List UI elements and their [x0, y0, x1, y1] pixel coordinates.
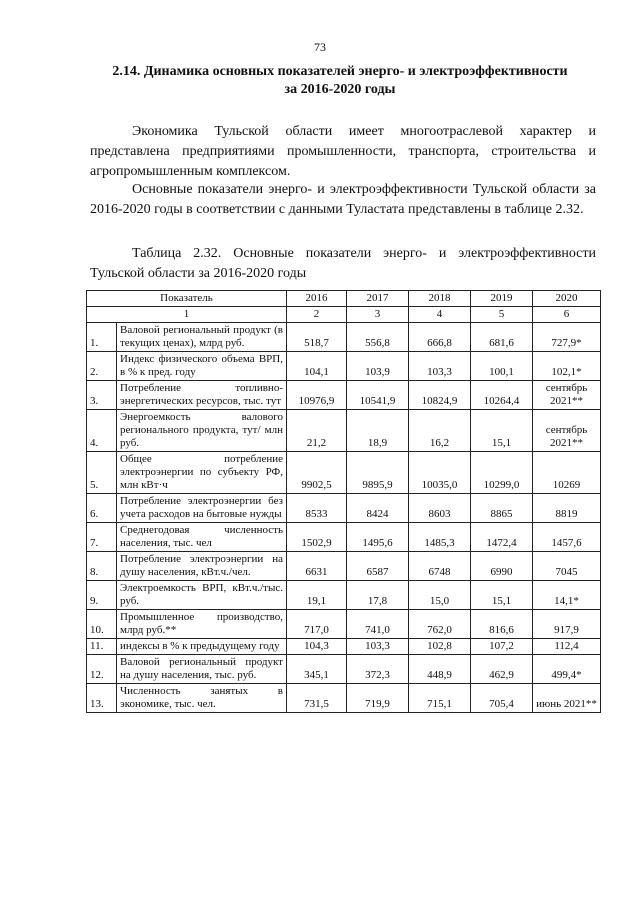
indicator-value: 462,9 — [471, 655, 533, 684]
column-number: 5 — [471, 307, 533, 323]
indicator-value: 18,9 — [347, 410, 409, 452]
indicator-value: сентябрь 2021** — [533, 381, 601, 410]
header-2016: 2016 — [287, 291, 347, 307]
indicator-value: 10541,9 — [347, 381, 409, 410]
indicator-value: 1457,6 — [533, 523, 601, 552]
column-number: 3 — [347, 307, 409, 323]
indicator-value: 8424 — [347, 494, 409, 523]
table-row — [87, 581, 601, 610]
indicator-value: июнь 2021** — [533, 684, 601, 713]
indicator-value: 499,4* — [533, 655, 601, 684]
row-number: 6. — [87, 494, 117, 523]
indicator-value: 10299,0 — [471, 452, 533, 494]
table-row — [87, 552, 601, 581]
section-heading — [80, 63, 600, 99]
page-number: 73 — [314, 40, 326, 54]
indicator-value: 103,3 — [347, 639, 409, 655]
table-row — [87, 381, 601, 410]
indicator-value: 9895,9 — [347, 452, 409, 494]
indicator-value: 816,6 — [471, 610, 533, 639]
indicator-value: 8865 — [471, 494, 533, 523]
table-row — [87, 410, 601, 452]
indicator-value: 104,3 — [287, 639, 347, 655]
section-heading-line-1: 2.14. Динамика основных показателей энерго- и электроэффективности — [112, 64, 568, 79]
indicator-value: 6990 — [471, 552, 533, 581]
indicator-value: 8603 — [409, 494, 471, 523]
indicator-value: 715,1 — [409, 684, 471, 713]
table-row — [87, 655, 601, 684]
indicator-value: 1472,4 — [471, 523, 533, 552]
row-number: 4. — [87, 410, 117, 452]
indicator-value: 15,1 — [471, 581, 533, 610]
table-row — [87, 523, 601, 552]
indicator-value: 762,0 — [409, 610, 471, 639]
indicator-value: 104,1 — [287, 352, 347, 381]
indicator-value: 103,9 — [347, 352, 409, 381]
indicator-name: Электроемкость ВРП, кВт.ч./тыс. руб. — [117, 581, 287, 610]
indicator-value: 741,0 — [347, 610, 409, 639]
row-number: 13. — [87, 684, 117, 713]
indicator-name: Валовой региональный продукт (в текущих ценах), млрд руб. — [117, 323, 287, 352]
indicator-name: индексы в % к предыдущему году — [117, 639, 287, 655]
indicator-value: 681,6 — [471, 323, 533, 352]
header-2017: 2017 — [347, 291, 409, 307]
indicator-value: 1485,3 — [409, 523, 471, 552]
indicator-name: Валовой региональный продукт на душу населения, тыс. руб. — [117, 655, 287, 684]
section-heading-line-2: за 2016-2020 годы — [284, 82, 396, 97]
header-indicator: Показатель — [87, 291, 287, 307]
indicator-value: 10269 — [533, 452, 601, 494]
indicator-value: 102,1* — [533, 352, 601, 381]
indicator-value: 8533 — [287, 494, 347, 523]
indicator-value: 705,4 — [471, 684, 533, 713]
indicator-value: 102,8 — [409, 639, 471, 655]
indicator-value: 6631 — [287, 552, 347, 581]
column-number: 1 — [87, 307, 287, 323]
indicator-value: 16,2 — [409, 410, 471, 452]
table-row — [87, 684, 601, 713]
indicator-name: Численность занятых в экономике, тыс. чел. — [117, 684, 287, 713]
row-number: 1. — [87, 323, 117, 352]
indicator-value: 1495,6 — [347, 523, 409, 552]
indicator-value: 112,4 — [533, 639, 601, 655]
indicator-value: 719,9 — [347, 684, 409, 713]
indicator-name: Потребление топливно-энергетических ресурсов, тыс. тут — [117, 381, 287, 410]
table-row — [87, 352, 601, 381]
indicator-name: Энергоемкость валового регионального продукта, тут/ млн руб. — [117, 410, 287, 452]
indicators-paragraph: Основные показатели энерго- и электроэффективности Тульской области за 2016-2020 годы в соответствии с данными Туластата представлены в таблице 2.32. — [90, 182, 596, 217]
table-row — [87, 494, 601, 523]
indicator-value: 17,8 — [347, 581, 409, 610]
indicator-value: 6748 — [409, 552, 471, 581]
indicator-value: 448,9 — [409, 655, 471, 684]
indicator-name: Среднегодовая численность населения, тыс. чел — [117, 523, 287, 552]
indicator-value: 6587 — [347, 552, 409, 581]
indicator-value: 666,8 — [409, 323, 471, 352]
column-number: 6 — [533, 307, 601, 323]
indicator-name: Промышленное производство, млрд руб.** — [117, 610, 287, 639]
indicator-value: 518,7 — [287, 323, 347, 352]
indicator-value: 103,3 — [409, 352, 471, 381]
table-body — [87, 323, 601, 713]
row-number: 2. — [87, 352, 117, 381]
indicator-value: 917,9 — [533, 610, 601, 639]
indicator-value: 100,1 — [471, 352, 533, 381]
indicator-value: 21,2 — [287, 410, 347, 452]
indicator-value: 372,3 — [347, 655, 409, 684]
row-number: 11. — [87, 639, 117, 655]
header-2020: 2020 — [533, 291, 601, 307]
indicator-value: 7045 — [533, 552, 601, 581]
indicator-value: 14,1* — [533, 581, 601, 610]
indicator-value: 9902,5 — [287, 452, 347, 494]
table-row — [87, 639, 601, 655]
table-row — [87, 323, 601, 352]
table-row — [87, 610, 601, 639]
row-number: 5. — [87, 452, 117, 494]
indicator-value: 731,5 — [287, 684, 347, 713]
column-number: 2 — [287, 307, 347, 323]
row-number: 10. — [87, 610, 117, 639]
indicator-name: Потребление электроэнергии на душу населения, кВт.ч./чел. — [117, 552, 287, 581]
table-header-row — [87, 291, 601, 307]
indicator-value: 15,1 — [471, 410, 533, 452]
row-number: 9. — [87, 581, 117, 610]
indicator-value: 727,9* — [533, 323, 601, 352]
indicator-value: сентябрь 2021** — [533, 410, 601, 452]
indicator-value: 10264,4 — [471, 381, 533, 410]
row-number: 8. — [87, 552, 117, 581]
indicator-name: Потребление электроэнергии без учета расходов на бытовые нужды — [117, 494, 287, 523]
indicator-value: 10976,9 — [287, 381, 347, 410]
header-2018: 2018 — [409, 291, 471, 307]
indicators-table — [86, 290, 601, 713]
indicator-value: 1502,9 — [287, 523, 347, 552]
indicator-value: 19,1 — [287, 581, 347, 610]
indicator-value: 10035,0 — [409, 452, 471, 494]
indicator-value: 556,8 — [347, 323, 409, 352]
intro-paragraph: Экономика Тульской области имеет многоотраслевой характер и представлена предприятиями промышленности, транспорта, строительства и агропромышленным комплексом. — [90, 124, 596, 179]
table-row — [87, 452, 601, 494]
indicator-value: 107,2 — [471, 639, 533, 655]
row-number: 7. — [87, 523, 117, 552]
indicator-name: Общее потребление электроэнергии по субъекту РФ, млн кВт·ч — [117, 452, 287, 494]
indicator-value: 10824,9 — [409, 381, 471, 410]
row-number: 12. — [87, 655, 117, 684]
indicator-value: 345,1 — [287, 655, 347, 684]
indicator-value: 15,0 — [409, 581, 471, 610]
indicator-value: 8819 — [533, 494, 601, 523]
column-number-row — [87, 307, 601, 323]
header-2019: 2019 — [471, 291, 533, 307]
indicator-value: 717,0 — [287, 610, 347, 639]
row-number: 3. — [87, 381, 117, 410]
column-number: 4 — [409, 307, 471, 323]
table-caption: Таблица 2.32. Основные показатели энерго- и электроэффективности Тульской области за 2016-2020 годы — [90, 246, 596, 281]
indicator-name: Индекс физического объема ВРП, в % к пред. году — [117, 352, 287, 381]
